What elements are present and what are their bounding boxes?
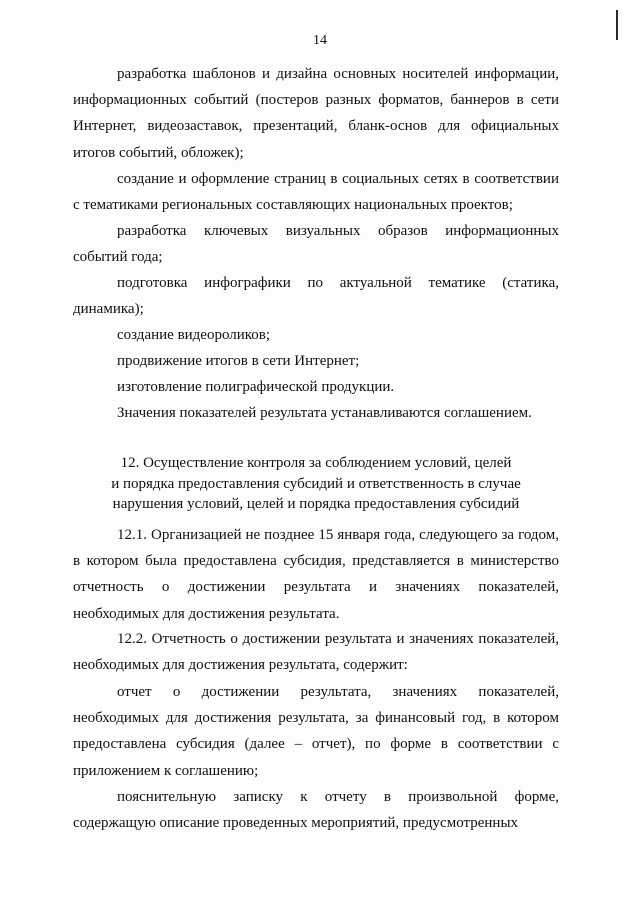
heading-line-3: нарушения условий, целей и порядка предоставления субсидий xyxy=(112,496,520,512)
paragraph-templates xyxy=(73,61,559,166)
paragraph-12-1 xyxy=(73,522,559,627)
paragraph-videos xyxy=(73,322,559,348)
section-heading xyxy=(73,453,559,515)
scan-edge-mark xyxy=(616,10,618,40)
paragraph-social-pages xyxy=(73,166,559,218)
paragraph-explanatory-note xyxy=(73,784,559,836)
heading-line-2: и порядка предоставления субсидий и ответственность в случае xyxy=(111,475,521,492)
paragraph-printing xyxy=(73,374,559,400)
paragraph-text: 12.2. Отчетность о достижении результата и значениях показателей, необходимых для достижения результата, содержит: xyxy=(73,631,559,674)
paragraph-text: отчет о достижении результата, значениях показателей, необходимых для достижения результата, за финансовый год, в котором предоставлена субсидия (далее – отчет), по форме в соответствии с приложением к соглашению; xyxy=(73,684,559,779)
paragraph-text: Значения показателей результата устанавливаются соглашением. xyxy=(117,405,532,421)
paragraph-promotion xyxy=(73,348,559,374)
paragraph-text: создание и оформление страниц в социальных сетях в соответствии с тематиками региональных составляющих национальных проектов; xyxy=(73,171,559,214)
paragraph-key-visuals xyxy=(73,218,559,270)
paragraph-text: создание видеороликов; xyxy=(117,327,271,343)
paragraph-text: изготовление полиграфической продукции. xyxy=(117,379,395,395)
paragraph-infographics xyxy=(73,270,559,322)
paragraph-12-2 xyxy=(73,626,559,678)
paragraph-text: разработка ключевых визуальных образов информационных событий года; xyxy=(73,223,559,266)
paragraph-text: пояснительную записку к отчету в произвольной форме, содержащую описание проведенных мероприятий, предусмотренных xyxy=(73,789,559,832)
paragraph-text: подготовка инфографики по актуальной тематике (статика, динамика); xyxy=(73,275,559,318)
paragraph-text: 12.1. Организацией не позднее 15 января года, следующего за годом, в котором была предоставлена субсидия, представляется в министерство отчетность о достижении результата и значениях показателей, необходимых для достижения результата. xyxy=(73,527,559,622)
page-number: 14 xyxy=(313,33,327,48)
paragraph-indicator-values xyxy=(73,400,559,426)
paragraph-text: разработка шаблонов и дизайна основных носителей информации, информационных событий (постеров разных форматов, баннеров в сети Интернет, видеозаставок, презентаций, бланк-основ для официальных итогов событий, обложек); xyxy=(73,66,559,161)
paragraph-report xyxy=(73,679,559,784)
heading-line-1: 12. Осуществление контроля за соблюдением условий, целей xyxy=(120,455,512,471)
paragraph-text: продвижение итогов в сети Интернет; xyxy=(117,353,360,369)
